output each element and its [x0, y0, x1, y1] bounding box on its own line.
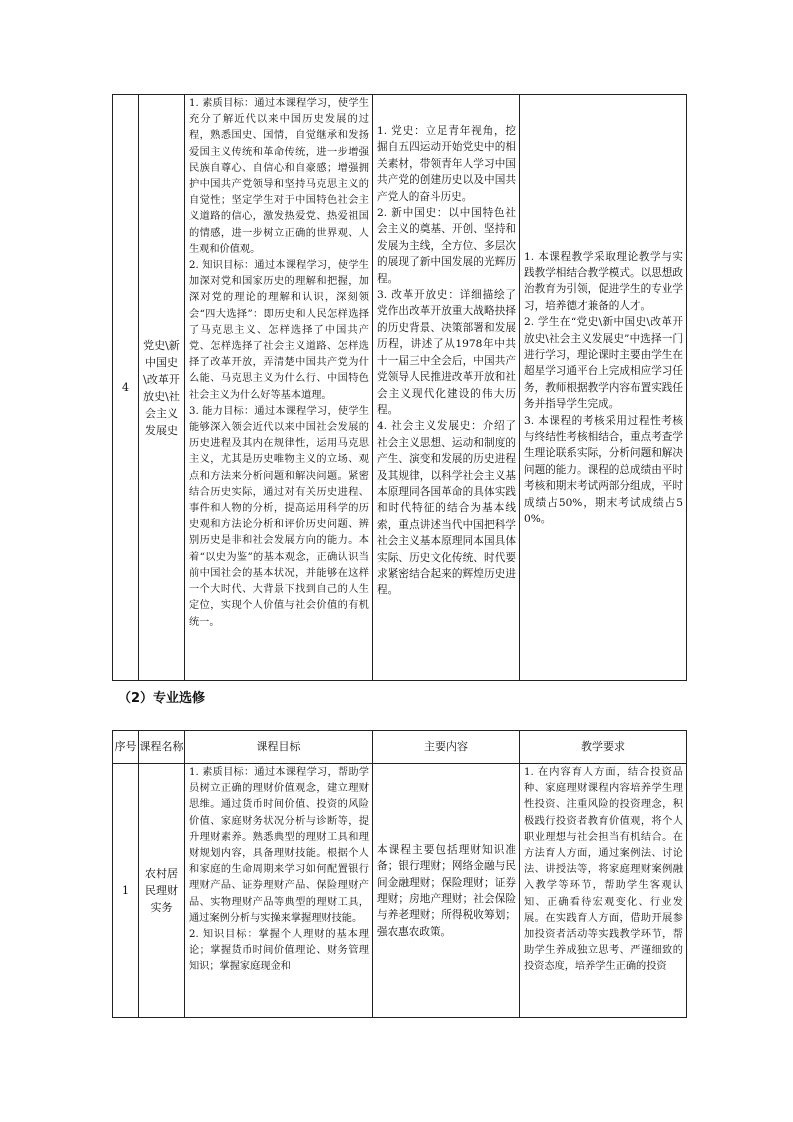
header-content: 主要内容: [373, 731, 520, 764]
header-index: 序号: [113, 731, 139, 764]
table-header-row: [113, 731, 687, 764]
table-row: [113, 764, 687, 1018]
header-name: 课程名称: [139, 731, 185, 764]
course-goals-cell: [185, 95, 373, 681]
course-goals: 1. 素质目标：通过本课程学习，使学生充分了解近代以来中国历史发展的过程，熟悉国史、国情，自觉继承和发扬爱国主义传统和革命传统，进一步增强民族自尊心、自信心和自豪感；增强拥护中国共产党领导和坚持马克思主义的自觉性；坚定学生对于中国特色社会主义道路的信心，激发热爱党、热爱祖国的情感，进一步树立正确的世界观、人生观和价值观。 2. 知识目标：通过本课程学习，使学生加深对党和国家历史的理解和把握，加深对党的理论的理解和认识，深刻领会“四大选择”：即历史和人民怎样选择了马克思主义、怎样选择了中国共产党、怎样选择了社会主义道路、怎样选择了改革开放，弄清楚中国共产党为什么能、马克思主义为什么行、中国特色社会主义为什么好等基本道理。 3. 能力目标：通过本课程学习，使学生能够深入领会近代以来中国社会发展的历史进程及其内在规律性，运用马克思主义，尤其是历史唯物主义的立场、观点和方法来分析问题和解决问题。紧密结合历史实际，通过对有关历史进程、事件和人物的分析，提高运用科学的历史观和方法论分析和评价历史问题、辨别历史是非和社会发展方向的能力。本着“以史为鉴”的基本观念，正确认识当前中国社会的基本状况，并能够在这样一个大时代、大背景下找到自己的人生定位，实现个人价值与社会价值的有机统一。: [189, 98, 369, 628]
course-content-cell: [373, 95, 520, 681]
course-goals-cell: [185, 764, 373, 1018]
course-content: 本课程主要包括理财知识准备；银行理财；网络金融与民间金融理财；保险理财；证券理财；房地产理财；社会保险与养老理财；所得税收筹划；强农惠农政策。: [377, 843, 516, 938]
course-content: 1. 党史：立足青年视角，挖掘自五四运动开始党史中的相关素材，带领青年人学习中国共产党的创建历史以及中国共产党人的奋斗历史。 2. 新中国史：以中国特色社会主义的奠基、开创、坚持和发展为主线，全方位、多层次的展现了新中国发展的光辉历程。 3. 改革开放史：详细描绘了党作出改革开放重大战略抉择的历史背景、决策部署和发展历程，讲述了从1978年中共十一届三中全会后，中国共产党领导人民推进改革开放和社会主义现代化建设的伟大历程。 4. 社会主义发展史：介绍了社会主义思想、运动和制度的产生、演变和发展的历史进程及其规律，以科学社会主义基本原理同各国革命的具体实践和时代特征的结合为基本线索，重点讲述当代中国把科学社会主义基本原理同本国具体实际、历史文化传统、时代要求紧密结合起来的辉煌历史进程。: [377, 125, 516, 597]
course-content-cell: [373, 764, 520, 1018]
table-row: [113, 95, 687, 681]
course-requirements-cell: [520, 764, 687, 1018]
course-requirements-cell: [520, 95, 687, 681]
course-name-cell: [139, 764, 185, 1018]
course-name: 党史\新中国史\改革开放史\社会主义发展史: [143, 338, 180, 437]
course-name: 农村居民理财实务: [145, 867, 178, 914]
course-table-elective: [112, 730, 687, 1018]
course-requirements: 1. 在内容育人方面，结合投资品种、家庭理财课程内容培养学生理性投资、注重风险的投资理念，积极践行投资者教育价值观，将个人职业理想与社会担当有机结合。在方法育人方面，通过案例法、讨论法、讲授法等，将家庭理财案例融入教学等环节，帮助学生客观认知、正确看待宏观变化、行业发展。在实践育人方面，借助开展参加投资者活动等实践教学环节，帮助学生养成独立思考、严谨细致的投资态度，培养学生正确的投资: [524, 767, 683, 973]
header-requirements: 教学要求: [520, 731, 687, 764]
course-goals: 1. 素质目标：通过本课程学习，帮助学员树立正确的理财价值观念，建立理财思维。通过货币时间价值、投资的风险价值、家庭财务状况分析与诊断等，提升理财素养。熟悉典型的理财工具和理财规划内容，具备理财技能。根据个人和家庭的生命周期来学习如何配置银行理财产品、证券理财产品、保险理财产品、实物理财产品等典型的理财工具，通过案例分析与实操来掌握理财技能。 2. 知识目标：掌握个人理财的基本理论；掌握货币时间价值理论、财务管理知识；掌握家庭现金和: [189, 767, 369, 973]
course-name-cell: [139, 95, 185, 681]
row-index: 1: [113, 764, 139, 1018]
course-table-compulsory: [112, 94, 687, 681]
course-requirements: 1. 本课程教学采取理论教学与实践教学相结合教学模式。以思想政治教育为引领，促进学生的专业学习，培养德才兼备的人才。 2. 学生在“党史\新中国史\改革开放史\社会主义发展史”中选择一门进行学习，理论课时主要由学生在超星学习通平台上完成相应学习任务，教师根据教学内容布置实践任务并指导学生完成。 3. 本课程的考核采用过程性考核与终结性考核相结合，重点考查学生理论联系实际，分析问题和解决问题的能力。课程的总成绩由平时考核和期末考试两部分组成，平时成绩占50%，期末考试成绩占50%。: [524, 250, 683, 526]
header-goals: 课程目标: [185, 731, 373, 764]
row-index: 4: [113, 95, 139, 681]
section-title: （2）专业选修: [118, 691, 206, 706]
